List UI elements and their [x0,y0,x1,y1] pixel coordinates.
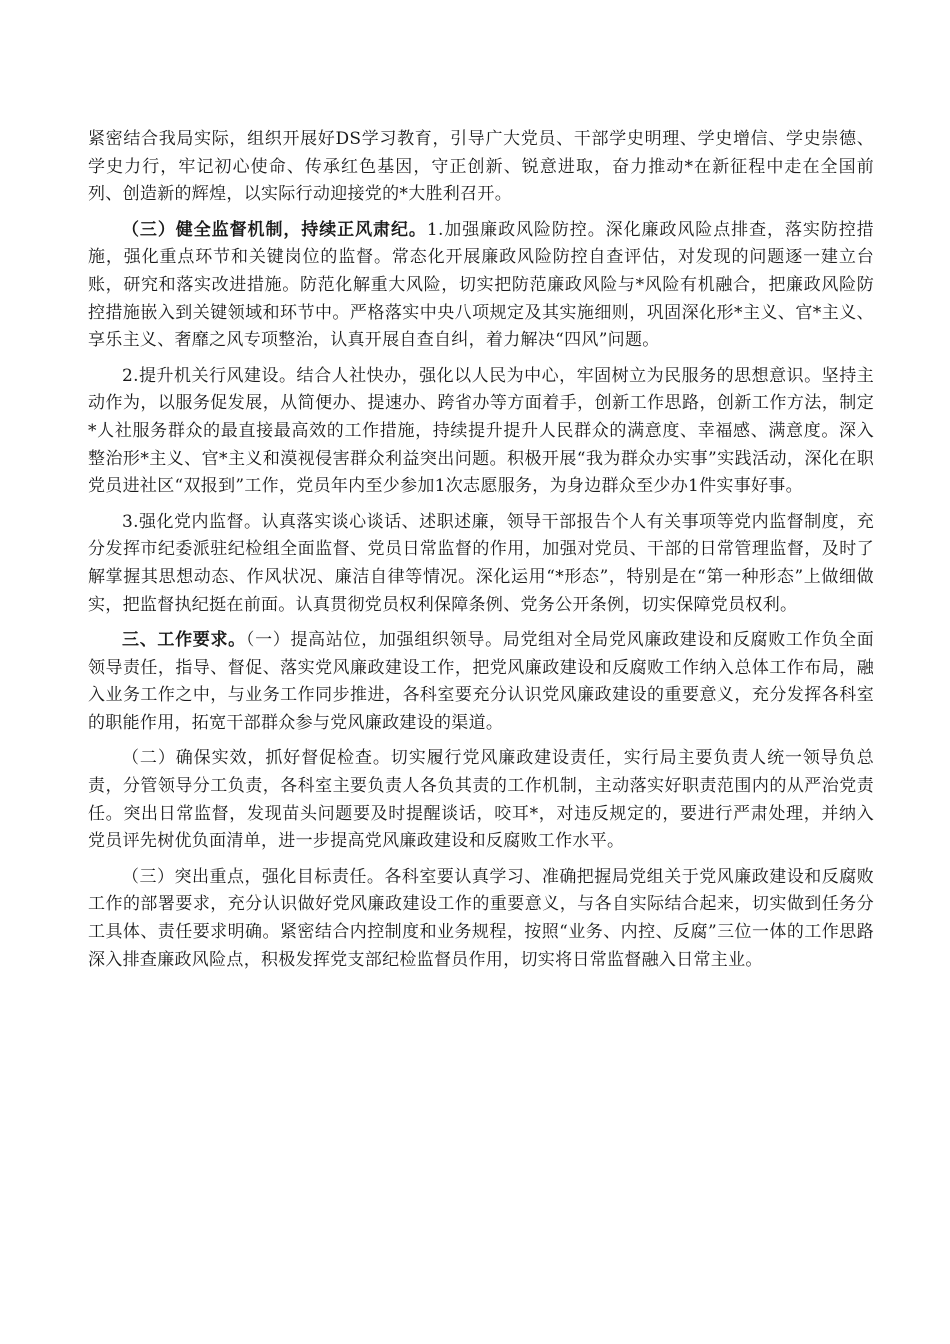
paragraph-text: 3.强化党内监督。认真落实谈心谈话、述职述廉，领导干部报告个人有关事项等党内监督制度，充分发挥市纪委派驻纪检组全面监督、党员日常监督的作用，加强对党员、干部的日常管理监督，及时了解掌握其思想动态、作风状况、廉洁自律等情况。深化运用“*形态”，特别是在“第一种形态”上做细做实，把监督执纪挺在前面。认真贯彻党员权利保障条例、党务公开条例，切实保障党员权利。 [88,511,874,615]
document-page [88,126,874,982]
paragraph-text: （一）提高站位，加强组织领导。局党组对全局党风廉政建设和反腐败工作负全面领导责任，指导、督促、落实党风廉政建设工作，把党风廉政建设和反腐败工作纳入总体工作布局，融入业务工作之中，与业务工作同步推进，各科室要充分认识党风廉政建设的重要意义，充分发挥各科室的职能作用，拓宽干部群众参与党风廉政建设的渠道。 [88,630,874,733]
paragraph-work-style [88,363,874,501]
paragraph-text: （三）突出重点，强化目标责任。各科室要认真学习、准确把握局党组关于党风廉政建设和反腐败工作的部署要求，充分认识做好党风廉政建设工作的重要意义，与各自实际结合起来，切实做到任务分工具体、责任要求明确。紧密结合内控制度和业务规程，按照“业务、内控、反腐”三位一体的工作思路深入排查廉政风险点，积极发挥党支部纪检监督员作用，切实将日常监督融入日常主业。 [88,866,874,970]
paragraph-text: 紧密结合我局实际，组织开展好DS学习教育，引导广大党员、干部学史明理、学史增信、学史崇德、学史力行，牢记初心使命、传承红色基因，守正创新、锐意进取，奋力推动*在新征程中走在全国前列、创造新的辉煌，以实际行动迎接党的*大胜利召开。 [88,129,874,205]
paragraph-continuation [88,126,874,209]
paragraph-highlight-priorities [88,864,874,974]
section-heading: （三）健全监督机制，持续正风肃纪。 [122,219,427,240]
paragraph-ensure-results [88,745,874,855]
section-heading: 三、工作要求。 [122,630,246,651]
paragraph-work-requirements [88,627,874,737]
paragraph-inner-party-supervision [88,509,874,619]
paragraph-text: 2.提升机关行风建设。结合人社快办，强化以人民为中心，牢固树立为民服务的思想意识。坚持主动作为，以服务促发展，从简便办、提速办、跨省办等方面着手，创新工作思路，创新工作方法，制定*人社服务群众的最直接最高效的工作措施，持续提升提升人民群众的满意度、幸福感、满意度。深入整治形*主义、官*主义和漠视侵害群众利益突出问题。积极开展“我为群众办实事”实践活动，深化在职党员进社区“双报到”工作，党员年内至少参加1次志愿服务，为身边群众至少办1件实事好事。 [88,365,874,497]
paragraph-text: （二）确保实效，抓好督促检查。切实履行党风廉政建设责任，实行局主要负责人统一领导负总责，分管领导分工负责，各科室主要负责人各负其责的工作机制，主动落实好职责范围内的从严治党责任。突出日常监督，发现苗头问题要及时提醒谈话，咬耳*，对违反规定的，要进行严肃处理，并纳入党员评先树优负面清单，进一步提高党风廉政建设和反腐败工作水平。 [88,748,874,852]
paragraph-text: 1.加强廉政风险防控。深化廉政风险点排查，落实防控措施，强化重点环节和关键岗位的监督。常态化开展廉政风险防控自查评估，对发现的问题逐一建立台账，研究和落实改进措施。防范化解重大风险，切实把防范廉政风险与*风险有机融合，把廉政风险防控措施嵌入到关键领域和环节中。严格落实中央八项规定及其实施细则，巩固深化形*主义、官*主义、享乐主义、奢靡之风专项整治，认真开展自查自纠，着力解决“四风”问题。 [88,219,874,351]
paragraph-supervision-mechanism [88,217,874,355]
